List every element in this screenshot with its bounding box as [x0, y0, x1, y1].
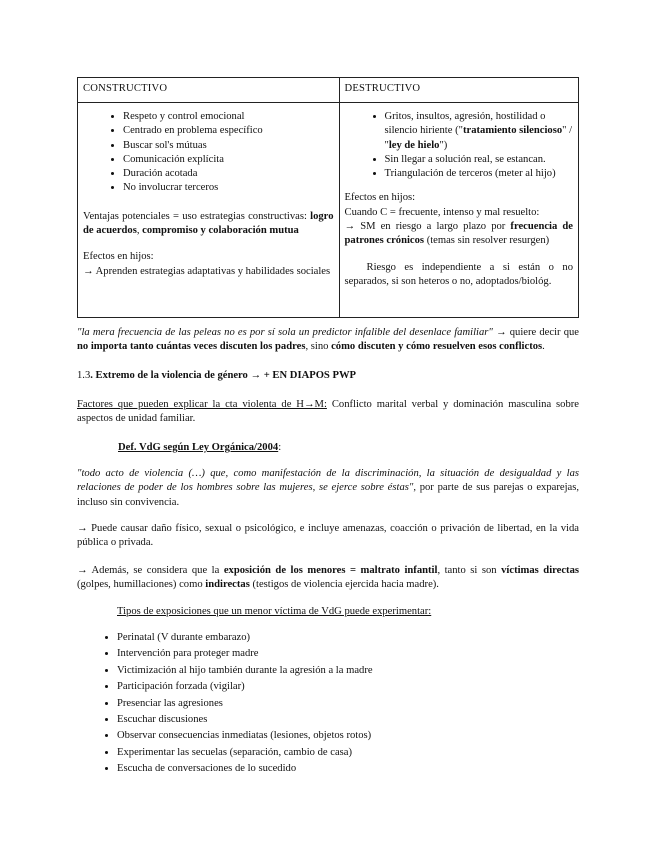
sm-text [345, 220, 574, 249]
section-number: 1.3 [77, 370, 91, 381]
list-item: • Participación forzada (vigilar) [117, 679, 617, 695]
list-item: • Perinatal (V durante embarazo) [117, 630, 617, 646]
quote-italic: "la mera frecuencia de las peleas no es por sí sola un predictor infalible del desenlace familiar" [77, 327, 493, 338]
list-item: • Triangulación de terceros (meter al hijo) [385, 167, 574, 181]
list-item: • Escucha de conversaciones de lo sucedido [117, 761, 617, 777]
sm-bold: frecuencia de patrones crónicos [344, 221, 573, 247]
riesgo-text: Riesgo es independiente a si están o no separados, si son heteros o no, adoptados/biológ. [344, 261, 573, 287]
ademas-p3: (golpes, humillaciones) como [77, 579, 206, 591]
list-item [385, 110, 574, 153]
factores-paragraph [77, 398, 579, 427]
factores-rest: Conflicto marital verbal y dominación masculina sobre aspectos de unidad familiar. [77, 399, 580, 425]
list-item: • Duración acotada [123, 167, 334, 181]
list-item: • Comunicación explícita [123, 153, 334, 167]
quote-bold-1: no importa tanto cuántas veces discuten los padres [77, 341, 306, 353]
quote-paragraph [77, 326, 579, 355]
constructivo-cell [78, 103, 340, 318]
ventajas-prefix: Ventajas potenciales = uso estrategias constructivas: [83, 210, 311, 222]
def-quote-paragraph [77, 467, 579, 510]
sm-suffix: (temas sin resolver resurgen) [424, 235, 550, 247]
def-quote-italic: "todo acto de violencia (…) que, como manifestación de la discriminación, la situación de desigualdad y las relaciones de poder de los hombres sobre las mujeres, se ejerce sobre éstas" [77, 468, 579, 494]
list-item: • Presenciar las agresiones [117, 696, 617, 712]
ademas-p1: → Además, se considera que la [77, 565, 224, 576]
ademas-b3: indirectas [205, 579, 250, 591]
tipos-list [77, 630, 617, 778]
bullet1-bold-1: tratamiento silencioso [462, 125, 563, 137]
list-item: • Observar consecuencias inmediatas (lesiones, objetos rotos) [117, 728, 617, 744]
destructivo-list [345, 110, 574, 181]
quote-arrow: → quiere decir que [492, 327, 580, 338]
def-title: Def. VdG según Ley Orgánica/2004 [118, 442, 279, 453]
sm-prefix: → SM en riesgo a largo plazo por [344, 221, 511, 233]
section-heading [77, 369, 579, 383]
quote-bold-2: cómo discuten y cómo resuelven esos conflictos [331, 341, 543, 353]
section-title: . Extremo de la violencia de género → + EN DIAPOS PWP [90, 370, 357, 381]
bullet1-suffix: ") [439, 139, 448, 151]
ventajas-text [83, 210, 334, 239]
bullet1-mid: " / " [384, 125, 573, 151]
bullet1-prefix: Gritos, insultos, agresión, hostilidad o silencio hiriente (" [384, 111, 546, 137]
ademas-b2: víctimas directas [501, 565, 579, 576]
header-constructivo: CONSTRUCTIVO [78, 78, 340, 103]
list-item: • Sin llegar a solución real, se estancan. [385, 153, 574, 167]
ademas-p2: , tanto si son [437, 565, 502, 576]
ademas-p4: (testigos de violencia ejercida hacia madre). [249, 579, 439, 591]
def-quote-rest: , por parte de sus parejas o exparejas, incluso sin convivencia. [77, 482, 579, 508]
list-item: • Centrado en problema específico [123, 124, 334, 138]
list-item: • Intervención para proteger madre [117, 646, 617, 662]
list-item: • Experimentar las secuelas (separación, cambio de casa) [117, 745, 617, 761]
constructivo-list [83, 110, 334, 196]
tipos-title-text: Tipos de exposiciones que un menor víctima de VdG puede experimentar: [117, 606, 432, 617]
puede-paragraph: → Puede causar daño físico, sexual o psicológico, e incluye amenazas, coacción o privación de libertad, en la vida pública o privada. [77, 523, 579, 549]
comparison-table [77, 77, 579, 318]
efectos-text-c: → Aprenden estrategias adaptativas y habilidades sociales [83, 265, 331, 277]
ademas-paragraph [77, 564, 579, 593]
list-item: • Buscar sol's mútuas [123, 139, 334, 153]
ventajas-bold-1: logro de acuerdos [83, 210, 334, 237]
list-item: • No involucrar terceros [123, 181, 334, 195]
bullet1-bold-2: ley de hielo [388, 139, 440, 151]
efectos-line-d: Cuando C = frecuente, intenso y mal resuelto: [344, 206, 540, 218]
destructivo-cell [339, 103, 579, 318]
tipos-title [117, 605, 577, 619]
ventajas-bold-2: compromiso y colaboración mutua [142, 225, 299, 237]
factores-underlined: Factores que pueden explicar la cta violenta de H→M: [77, 399, 327, 410]
ventajas-sep: , [136, 225, 143, 237]
list-item: • Respeto y control emocional [123, 110, 334, 124]
ademas-b1: exposición de los menores = maltrato infantil [223, 565, 438, 576]
list-item: • Victimización al hijo también durante la agresión a la madre [117, 663, 617, 679]
efectos-title-d: Efectos en hijos: [344, 192, 416, 204]
list-item: • Escuchar discusiones [117, 712, 617, 728]
header-destructivo: DESTRUCTIVO [339, 78, 579, 103]
def-colon: : [278, 442, 282, 453]
def-heading [118, 441, 578, 455]
quote-end: . [542, 341, 545, 353]
efectos-title-c: Efectos en hijos: [83, 251, 154, 263]
quote-mid: , sino [305, 341, 332, 353]
